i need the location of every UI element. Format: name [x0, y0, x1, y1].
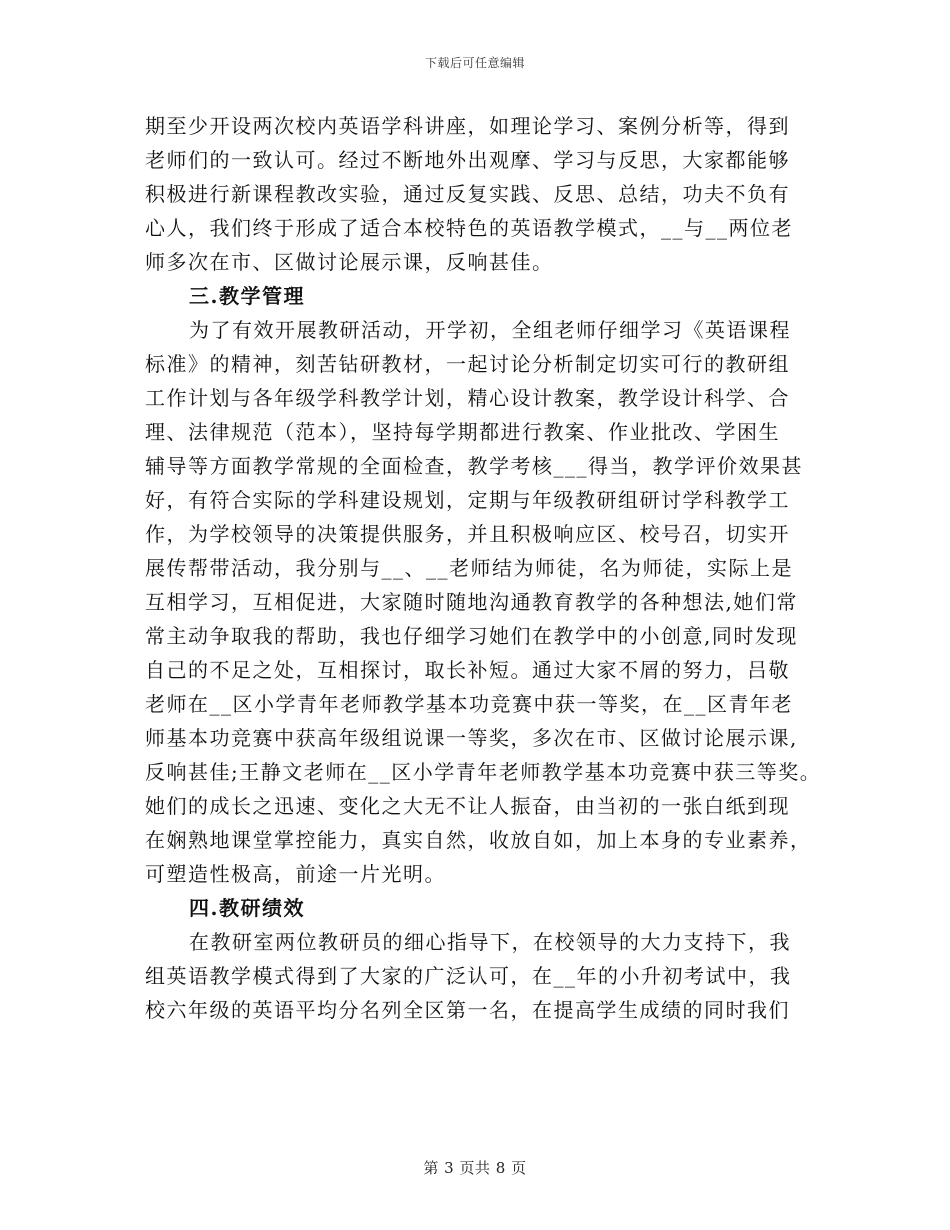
paragraph-line: 心人，我们终于形成了适合本校特色的英语教学模式，__与__两位老: [145, 216, 793, 240]
document-body: [145, 109, 822, 1027]
paragraph-line: 校六年级的英语平均分名列全区第一名，在提高学生成绩的同时我们: [145, 998, 790, 1022]
page-number: 第 3 页共 8 页: [423, 1159, 527, 1177]
paragraph-line: 辅导等方面教学常规的全面检查，教学考核___得当，教学评价效果甚: [145, 454, 803, 478]
paragraph-line: 工作计划与各年级学科教学计划，精心设计教案，教学设计科学、合: [145, 386, 790, 410]
paragraph-line: 在娴熟地课堂掌控能力，真实自然，收放自如，加上本身的专业素养，: [145, 828, 812, 852]
paragraph-line: 可塑造性极高，前途一片光明。: [145, 862, 446, 886]
paragraph-line: 互相学习，互相促进，大家随时随地沟通教育教学的各种想法,她们常: [145, 590, 798, 614]
paragraph-line: 标准》的精神，刻苦钻研教材，一起讨论分析制定切实可行的教研组: [145, 352, 790, 376]
paragraph-line: 理、法律规范（范本），坚持每学期都进行教案、作业批改、学困生: [145, 420, 780, 444]
paragraph-line: 为了有效开展教研活动，开学初，全组老师仔细学习《英语课程: [189, 318, 791, 342]
paragraph-line: 自己的不足之处，互相探讨，取长补短。通过大家不屑的努力，吕敬: [145, 658, 790, 682]
paragraph-line: 师多次在市、区做讨论展示课，反响甚佳。: [145, 250, 554, 274]
paragraph-line: 她们的成长之迅速、变化之大无不让人振奋，由当初的一张白纸到现: [145, 794, 790, 818]
page-header: 下载后可任意编辑: [424, 56, 525, 70]
paragraph-line: 作，为学校领导的决策提供服务，并且积极响应区、校号召，切实开: [145, 522, 790, 546]
paragraph-line: 积极进行新课程教改实验，通过反复实践、反思、总结，功夫不负有: [145, 182, 790, 206]
paragraph-line: 反响甚佳;王静文老师在__区小学青年老师教学基本功竞赛中获三等奖。: [145, 760, 822, 784]
paragraph-line: 好，有符合实际的学科建设规划，定期与年级教研组研讨学科教学工: [145, 488, 790, 512]
paragraph-line: 在教研室两位教研员的细心指导下，在校领导的大力支持下，我: [189, 930, 791, 954]
paragraph-line: 师基本功竞赛中获高年级组说课一等奖，多次在市、区做讨论展示课,: [145, 726, 798, 750]
paragraph-line: 展传帮带活动，我分别与__、__老师结为师徒，名为师徒，实际上是: [145, 556, 793, 580]
paragraph-line: 组英语教学模式得到了大家的广泛认可，在__年的小升初考试中，我: [145, 964, 792, 988]
paragraph-line: 老师在__区小学青年老师教学基本功竞赛中获一等奖，在__区青年老: [145, 692, 793, 716]
section-heading: 三.教学管理: [189, 284, 305, 308]
paragraph-line: 常主动争取我的帮助，我也仔细学习她们在教学中的小创意,同时发现: [145, 624, 798, 648]
paragraph-line: 老师们的一致认可。经过不断地外出观摩、学习与反思，大家都能够: [145, 148, 790, 172]
section-heading: 四.教研绩效: [189, 896, 305, 920]
paragraph-line: 期至少开设两次校内英语学科讲座，如理论学习、案例分析等，得到: [145, 114, 790, 138]
